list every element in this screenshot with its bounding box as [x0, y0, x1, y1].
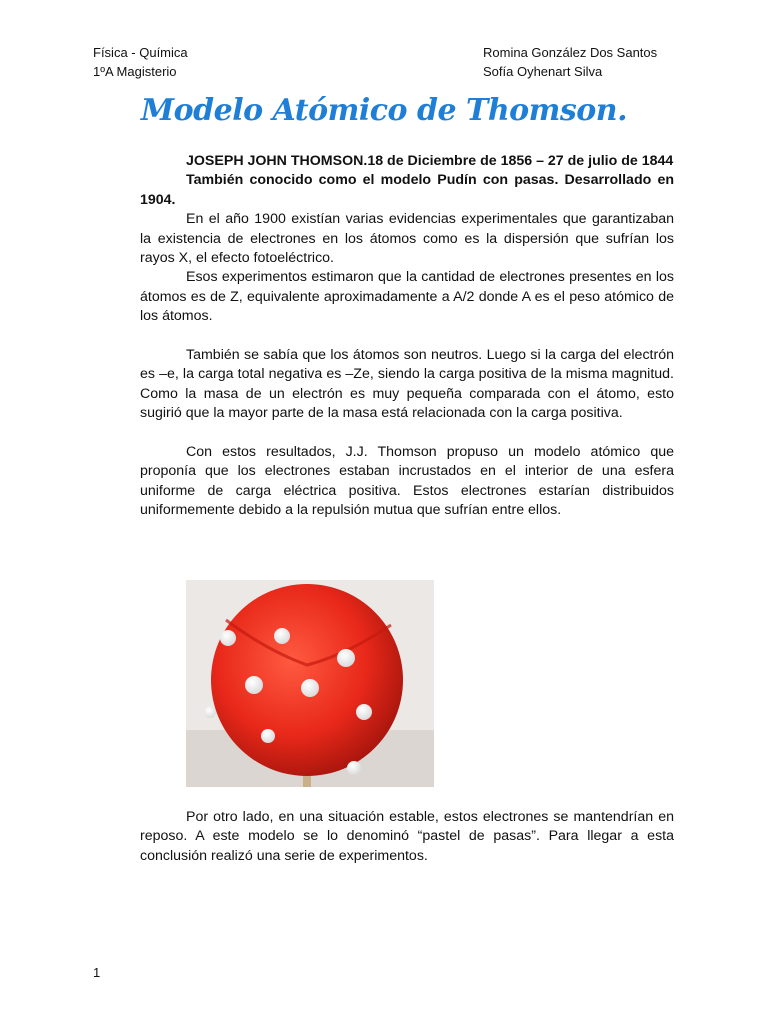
paragraph-thomson-dates: JOSEPH JOHN THOMSON.18 de Diciembre de 1856 – 27 de julio de 1844: [186, 153, 674, 169]
header-course: 1ºA Magisterio: [93, 64, 177, 79]
paragraph-neutral-atoms: También se sabía que los átomos son neutros. Luego si la carga del electrón es –e, la carga total negativa es –Ze, siendo la carga positiva de la misma magnitud. Como la masa de un electrón es muy pequeña comparada con el átomo, esto sugirió que la mayor parte de la masa está relacionada con la carga positiva.: [140, 347, 674, 422]
electron-dot: [347, 761, 361, 775]
electron-dot: [274, 628, 290, 644]
electron-dot: [356, 704, 372, 720]
header-subject: Física - Química: [93, 45, 188, 60]
paragraph-also-known: También conocido como el modelo Pudín con pasas. Desarrollado en 1904.: [140, 172, 674, 208]
header-author-1: Romina González Dos Santos: [483, 45, 658, 60]
electron-dot: [220, 630, 236, 646]
electron-dot: [301, 679, 319, 697]
paragraph-model-proposal: Con estos resultados, J.J. Thomson propuso un modelo atómico que proponía que los electrones estaban incrustados en el interior de una esfera uniforme de carga eléctrica positiva. Estos electrones estarían distribuidos uniformemente debido a la repulsión mutua que sufrían entre ellos.: [140, 444, 674, 519]
paragraph-experiments: Esos experimentos estimaron que la cantidad de electrones presentes en los átomos es de Z, equivalente aproximadamente a A/2 donde A es el peso atómico de los átomos.: [140, 269, 674, 325]
page-title: Modelo Atómico de Thomson.: [140, 93, 628, 128]
header-author-2: Sofía Oyhenart Silva: [483, 64, 603, 79]
body-text-bottom: [140, 808, 674, 866]
electron-dot: [204, 706, 216, 718]
header-left: [93, 43, 188, 81]
electron-dot: [245, 676, 263, 694]
thomson-model-photo: [186, 580, 434, 787]
header-right: [483, 43, 657, 81]
body-text-top: [140, 152, 674, 521]
page-number: 1: [93, 965, 101, 980]
electron-dot: [337, 649, 355, 667]
thomson-model-illustration: [186, 580, 434, 787]
paragraph-evidence: En el año 1900 existían varias evidencias experimentales que garantizaban la existencia de electrones en los átomos como es la dispersión que sufrían los rayos X, el efecto fotoeléctrico.: [140, 211, 674, 267]
electron-dot: [261, 729, 275, 743]
paragraph-stable-situation: Por otro lado, en una situación estable, estos electrones se mantendrían en reposo. A este modelo se lo denominó “pastel de pasas”. Para llegar a esta conclusión realizó una serie de experimentos.: [140, 809, 674, 864]
